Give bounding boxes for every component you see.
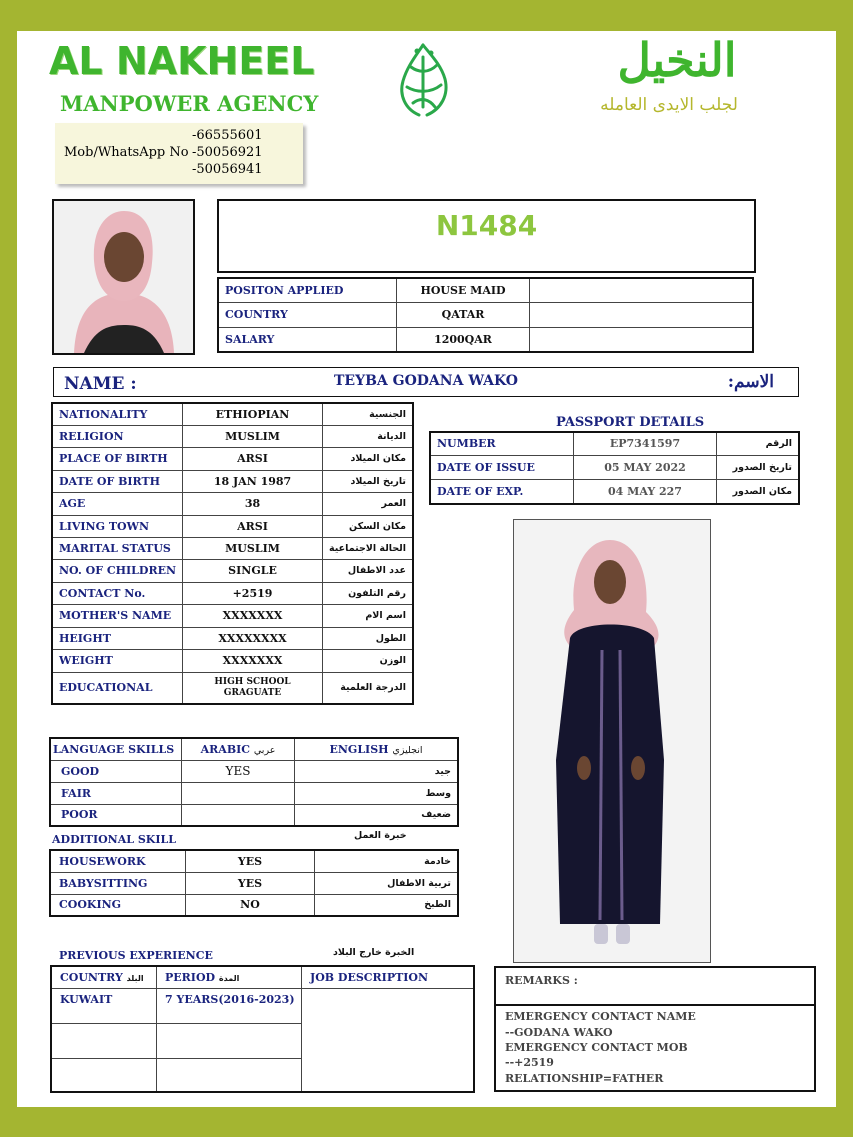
place-of-birth-value: ARSI [183,447,323,470]
table-row [50,782,458,804]
country-column-label: COUNTRY [60,970,123,984]
table-row [51,988,474,1023]
blank-cell [157,1023,302,1058]
country-value: QATAR [397,302,530,327]
expiry-date-ar: مكان الصدور [717,479,800,504]
phone-3: -50056941 [192,162,263,177]
cv-sheet [17,31,836,1107]
contact-box [55,123,303,184]
emergency-contact-box [494,1004,816,1092]
table-row [52,537,413,559]
arabic-column-label: ARABIC [200,742,251,756]
babysitting-label: BABYSITTING [50,872,186,894]
blank-cell [530,327,754,352]
living-town-label: LIVING TOWN [52,515,183,537]
passport-number-ar: الرقم [717,432,800,455]
mother-s-name-label: MOTHER'S NAME [52,604,183,627]
personal-details-table [51,402,414,705]
no-of-children-ar: عدد الاطفال [323,559,414,582]
good-ar: جيد [295,760,459,782]
emergency-contact-name-label: EMERGENCY CONTACT NAME [505,1010,696,1023]
good-label: GOOD [50,760,182,782]
fair-arabic-value [182,782,295,804]
table-row [218,278,753,302]
table-row [430,432,799,455]
nationality-ar: الجنسية [323,403,414,425]
country-column-ar: البلد [126,973,144,983]
educational-label: EDUCATIONAL [52,672,183,704]
brand-name: AL NAKHEEL [49,39,315,83]
passport-table [429,431,800,505]
reference-box [217,199,756,273]
table-row [50,804,458,826]
table-row [52,649,413,672]
name-bar [53,367,799,397]
passport-number-label: NUMBER [430,432,574,455]
emergency-contact-mob: --+2519 [505,1056,554,1069]
table-row [218,327,753,352]
age-ar: العمر [323,492,414,515]
marital-status-label: MARITAL STATUS [52,537,183,559]
nationality-label: NATIONALITY [52,403,183,425]
phone-2: -50056921 [192,145,263,160]
table-row [52,627,413,649]
salary-label: SALARY [218,327,397,352]
weight-value: XXXXXXX [183,649,323,672]
emergency-relationship: RELATIONSHIP=FATHER [505,1072,664,1085]
educational-value-line1: HIGH SCHOOL [214,676,291,687]
table-row [52,447,413,470]
blank-cell [51,1058,157,1092]
height-value: XXXXXXXX [183,627,323,649]
nationality-value: ETHIOPIAN [183,403,323,425]
position-table [217,277,754,353]
table-row [52,559,413,582]
blank-cell [530,302,754,327]
table-row [52,515,413,537]
marital-status-value: MUSLIM [183,537,323,559]
position-label: POSITON APPLIED [218,278,397,302]
additional-skills-table [49,849,459,917]
phone-1: -66555601 [192,128,263,143]
contact-no-ar: رقم التلفون [323,582,414,604]
contact-no-label: CONTACT No. [52,582,183,604]
table-row [51,966,474,988]
issue-date-label: DATE OF ISSUE [430,455,574,479]
cooking-ar: الطبخ [315,894,459,916]
height-label: HEIGHT [52,627,183,649]
fair-label: FAIR [50,782,182,804]
table-row [52,582,413,604]
babysitting-value: YES [186,872,315,894]
table-row [50,760,458,782]
country-column-header [51,966,157,988]
table-row [50,894,458,916]
blank-cell [530,278,754,302]
living-town-ar: مكان السكن [323,515,414,537]
table-row [52,672,413,704]
arabic-column-header [182,738,295,760]
blank-cell [51,1023,157,1058]
expiry-date-value: 04 MAY 227 [574,479,717,504]
arabic-column-ar: عربي [253,744,276,756]
period-column-header [157,966,302,988]
table-row [52,492,413,515]
date-of-birth-value: 18 JAN 1987 [183,470,323,492]
name-label: NAME : [64,374,137,394]
good-arabic-value: YES [182,760,295,782]
emergency-contact-name: --GODANA WAKO [505,1026,613,1039]
marital-status-ar: الحالة الاجتماعية [323,537,414,559]
fair-ar: وسط [295,782,459,804]
brand-subtitle: MANPOWER AGENCY [60,91,319,116]
language-skills-header: LANGUAGE SKILLS [50,738,182,760]
living-town-value: ARSI [183,515,323,537]
table-row [52,425,413,447]
english-column-label: ENGLISH [329,742,389,756]
candidate-name: TEYBA GODANA WAKO [333,373,519,389]
full-body-photo [513,519,711,963]
educational-ar: الدرجة العلمية [323,672,414,704]
religion-ar: الديانة [323,425,414,447]
age-label: AGE [52,492,183,515]
cooking-label: COOKING [50,894,186,916]
table-row [430,455,799,479]
table-row [52,470,413,492]
language-skills-table [49,737,459,827]
calligraphy-palm-logo-icon [385,37,461,123]
previous-experience-title: PREVIOUS EXPERIENCE [59,949,213,962]
reference-code: N1484 [435,209,538,242]
passport-title: PASSPORT DETAILS [556,415,705,430]
arabic-tagline: لجلب الايدى العامله [600,95,738,115]
educational-value-line2: GRAGUATE [223,687,282,698]
babysitting-ar: تربية الاطفال [315,872,459,894]
age-value: 38 [183,492,323,515]
date-of-birth-ar: تاريخ الميلاد [323,470,414,492]
mother-s-name-value: XXXXXXX [183,604,323,627]
religion-value: MUSLIM [183,425,323,447]
emergency-contact-mob-label: EMERGENCY CONTACT MOB [505,1041,688,1054]
issue-date-value: 05 MAY 2022 [574,455,717,479]
weight-label: WEIGHT [52,649,183,672]
experience-job [302,988,475,1092]
no-of-children-value: SINGLE [183,559,323,582]
blank-cell [157,1058,302,1092]
housework-label: HOUSEWORK [50,850,186,872]
no-of-children-label: NO. OF CHILDREN [52,559,183,582]
expiry-date-label: DATE OF EXP. [430,479,574,504]
contact-no-value: +2519 [183,582,323,604]
salary-value: 1200QAR [397,327,530,352]
name-arabic-label: الاسم: [727,372,774,392]
poor-ar: ضعيف [295,804,459,826]
issue-date-ar: تاريخ الصدور [717,455,800,479]
job-description-header: JOB DESCRIPTION [302,966,475,988]
religion-label: RELIGION [52,425,183,447]
arabic-brand-name: النخيل [617,33,737,87]
housework-ar: خادمة [315,850,459,872]
remarks-box [494,966,816,1006]
table-row [50,872,458,894]
place-of-birth-ar: مكان الميلاد [323,447,414,470]
weight-ar: الوزن [323,649,414,672]
table-row [430,479,799,504]
passport-number-value: EP7341597 [574,432,717,455]
experience-period: 7 YEARS(2016-2023) [157,988,302,1023]
educational-value [183,672,323,704]
table-row [52,403,413,425]
poor-arabic-value [182,804,295,826]
additional-skill-title: ADDITIONAL SKILL [52,833,176,846]
mother-s-name-ar: اسم الام [323,604,414,627]
english-column-header [295,738,459,760]
remarks-label: REMARKS : [505,974,578,987]
cooking-value: NO [186,894,315,916]
contact-label: Mob/WhatsApp No [64,145,189,160]
experience-country: KUWAIT [51,988,157,1023]
table-row [218,302,753,327]
poor-label: POOR [50,804,182,826]
date-of-birth-label: DATE OF BIRTH [52,470,183,492]
additional-skill-title-ar: خبرة العمل [354,830,407,841]
portrait-photo [52,199,195,355]
country-label: COUNTRY [218,302,397,327]
period-column-label: PERIOD [165,970,216,984]
previous-experience-title-ar: الخبرة خارج البلاد [333,947,415,958]
housework-value: YES [186,850,315,872]
table-row [50,850,458,872]
position-value: HOUSE MAID [397,278,530,302]
english-column-ar: انجليزي [392,744,423,756]
place-of-birth-label: PLACE OF BIRTH [52,447,183,470]
period-column-ar: المدة [218,973,240,983]
table-row [52,604,413,627]
experience-table [50,965,475,1093]
height-ar: الطول [323,627,414,649]
table-row [50,738,458,760]
